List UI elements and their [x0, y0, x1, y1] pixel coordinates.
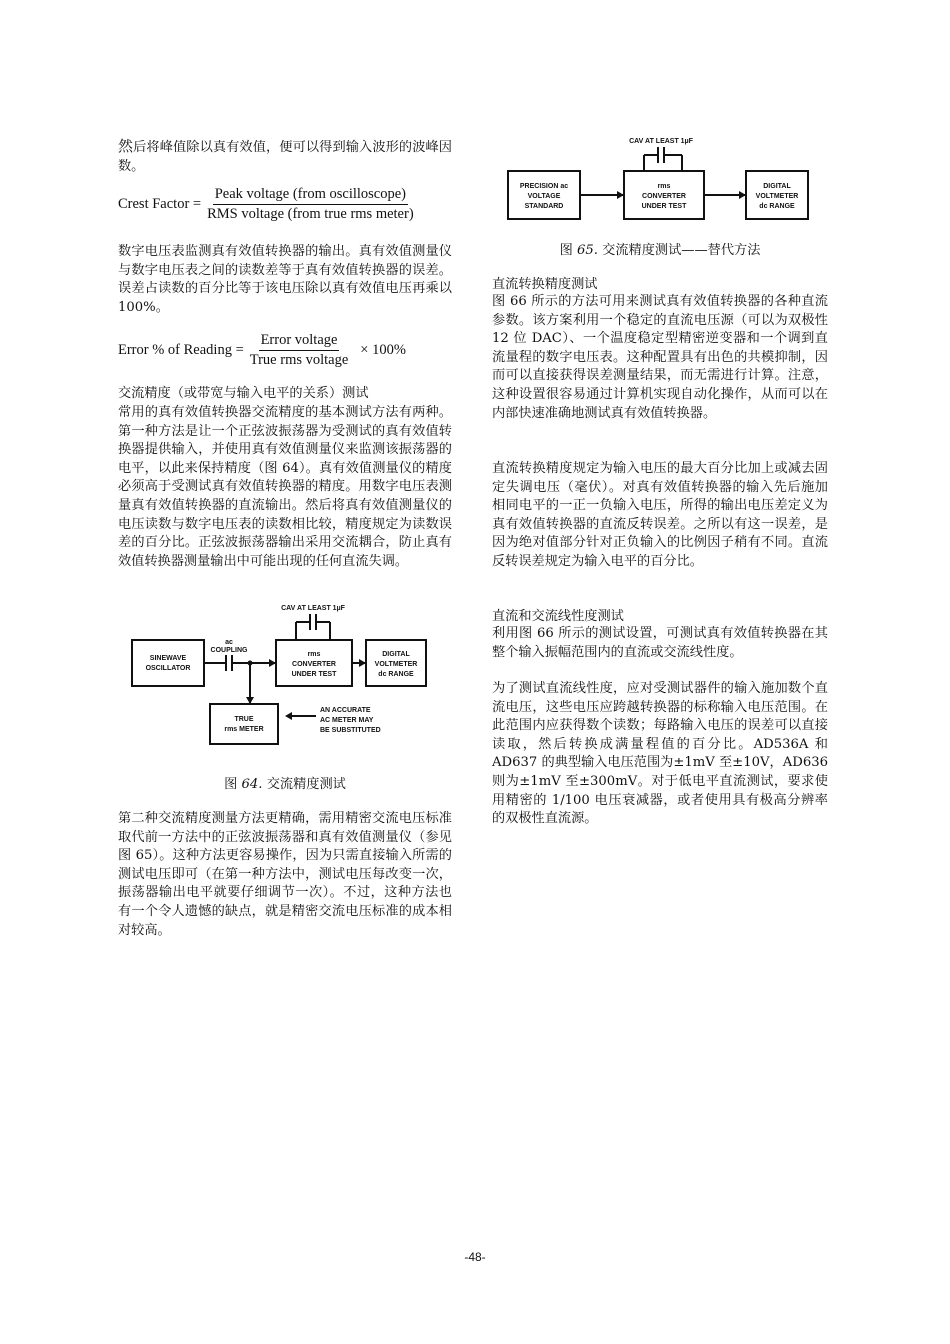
fig64-dvm-label-3: dc RANGE	[378, 671, 414, 678]
fig65-cav-label: CAV AT LEAST 1µF	[629, 138, 693, 145]
fig65-dvm-label-1: DIGITAL	[763, 183, 791, 190]
intro-paragraph: 然后将峰值除以真有效值，便可以得到输入波形的波峰因数。	[118, 137, 452, 174]
fig64-rms-label-1: rms	[307, 651, 321, 658]
fig65-precision-label-2: VOLTAGE	[527, 193, 561, 200]
fig65-rms-label-3: UNDER TEST	[641, 203, 687, 210]
fig64-note-1: AN ACCURATE	[320, 707, 371, 714]
crest-fraction	[205, 186, 416, 223]
fig64-sine-label-1: SINEWAVE	[149, 655, 187, 662]
fig64-true-label-2: rms METER	[224, 726, 264, 733]
error-rhs: × 100%	[360, 342, 406, 358]
figure-64-diagram	[130, 600, 430, 750]
error-lhs: Error % of Reading =	[118, 342, 244, 358]
fig64-rms-label-2: CONVERTER	[292, 661, 336, 668]
fig65-precision-label-3: STANDARD	[524, 203, 564, 210]
linearity-paragraph: 利用图 66 所示的测试设置，可测试真有效值转换器在其整个输入振幅范围内的直流或交流线性度。	[492, 626, 828, 660]
crest-lhs: Crest Factor =	[118, 196, 202, 212]
dvm-paragraph: 数字电压表监测真有效值转换器的输出。真有效值测量仪与数字电压表之间的读数差等于真有效值转换器的误差。误差占读数的百分比等于该电压除以真有效值电压再乘以 100%。	[118, 244, 452, 315]
section-heading-linearity: 直流和交流线性度测试	[492, 609, 624, 624]
error-fraction	[248, 332, 351, 369]
fig65-rms-label-1: rms	[657, 183, 671, 190]
crest-factor-formula	[118, 186, 420, 223]
figure-64-caption: 图 64. 交流精度测试	[224, 777, 346, 792]
true-rms-meter-box	[210, 704, 278, 744]
fig64-cav-label: CAV AT LEAST 1µF	[281, 605, 345, 612]
fig64-ac-label: ac	[225, 639, 233, 646]
dc-reversal-paragraph: 直流转换精度规定为输入电压的最大百分比加上或减去固定失调电压（毫伏）。对真有效值转换器的输入先后施加相同电平的一正一负输入电压，所得的输出电压差定义为真有效值转换器的直流反转误差。之所以有这一误差，是因为绝对值部分针对正负输入的比例因子稍有不同。直流反转误差规定为输入电平的百分比。	[492, 461, 828, 569]
fig65-precision-label-1: PRECISION ac	[519, 183, 569, 190]
fig64-rms-label-3: UNDER TEST	[291, 671, 337, 678]
fig65-rms-label-2: CONVERTER	[642, 193, 686, 200]
second-method-paragraph: 第二种交流精度测量方法更精确，需用精密交流电压标准取代前一方法中的正弦波振荡器和真有效值测量仪（参见图 65）。这种方法更容易操作，因为只需直接输入所需的测试电压即可（在第一种方法中，测试电压每改变一次，振荡器输出电平就要仔细调节一次）。不过，这种方法也有一个令人遗憾的缺点，就是精密交流电压标准的成本相对较高。	[118, 811, 452, 938]
sinewave-oscillator-box	[132, 640, 204, 686]
section-heading-ac-accuracy: 交流精度（或带宽与输入电平的关系）测试	[118, 386, 369, 401]
figure-65-diagram	[506, 133, 816, 223]
dc-accuracy-paragraph: 图 66 所示的方法可用来测试真有效值转换器的各种直流参数。该方案利用一个稳定的直流电压源（可以为双极性 12 位 DAC）、一个温度稳定型精密逆变器和一个调到直流量程的数字电压表。这种配置具有出色的共模抑制，因而可以直接获得误差测量结果，而无需进行计算。注意，这种设置很容易通过计算机实现自动化操作，从而可以在内部快速准确地测试真有效值转换器。	[492, 294, 828, 421]
crest-numerator: Peak voltage (from oscilloscope)	[213, 186, 408, 205]
ac-accuracy-paragraph: 常用的真有效值转换器交流精度的基本测试方法有两种。第一种方法是让一个正弦波振荡器为受测试的真有效值转换器提供输入，并使用真有效值测量仪来监测该振荡器的电平，以此来保持精度（图 64）。真有效值测量仪的精度必须高于受测试真有效值转换器的精度。用数字电压表测量真有效值转换器的直流输出。然后将真有效值测量仪的电压读数与数字电压表的读数相比较，精度规定为读数误差的百分比。正弦波振荡器输出采用交流耦合，防止真有效值转换器测量输出中可能出现的任何直流失调。	[118, 405, 452, 569]
fig64-dvm-label-1: DIGITAL	[382, 651, 410, 658]
fig64-true-label-1: TRUE	[234, 716, 254, 723]
fig65-dvm-label-2: VOLTMETER	[755, 193, 799, 200]
fig64-note-3: BE SUBSTITUTED	[320, 727, 381, 734]
error-formula	[118, 332, 406, 369]
dc-linearity-paragraph: 为了测试直流线性度，应对受测试器件的输入施加数个直流电压，这些电压应跨越转换器的标称输入电压范围。在此范围内应获得数个读数；每路输入电压的误差可以直接读取，然后转换成满量程值的百分比。AD536A 和 AD637 的典型输入电压范围为±1mV 至±10V，AD636 则为±1mV 至±300mV。对于低电平直流测试，要求使用精密的 1/100 电压衰减器，或者使用具有极高分辨率的双极性直流源。	[492, 681, 828, 827]
fig64-dvm-label-2: VOLTMETER	[374, 661, 418, 668]
section-heading-dc-accuracy: 直流转换精度测试	[492, 277, 598, 292]
fig64-note-2: AC METER MAY	[320, 717, 374, 724]
page-number: -48-	[464, 1250, 486, 1264]
crest-denominator: RMS voltage (from true rms meter)	[207, 206, 414, 222]
fig64-sine-label-2: OSCILLATOR	[145, 665, 191, 672]
fig64-coupling-label: COUPLING	[210, 647, 248, 654]
figure-65-caption: 图 65. 交流精度测试——替代方法	[559, 243, 761, 258]
error-denominator: True rms voltage	[249, 352, 349, 368]
error-numerator: Error voltage	[259, 332, 340, 351]
drop-char: 然	[118, 137, 134, 155]
fig65-dvm-label-3: dc RANGE	[759, 203, 795, 210]
